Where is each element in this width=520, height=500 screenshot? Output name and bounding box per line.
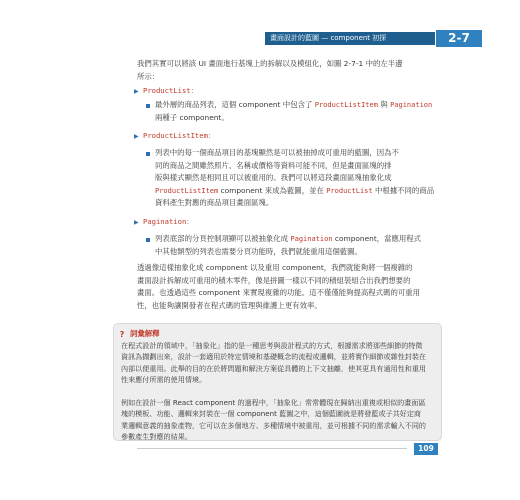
arrow-bullet-icon: ▶ [134,88,139,95]
note-title: 詞彙解釋 [130,329,160,338]
square-bullet-icon [146,238,150,242]
chapter-number: 2-7 [436,30,482,47]
arrow-bullet-icon: ▶ [134,133,139,140]
header-title: 畫面設計的藍圖 — component 初探 [270,34,387,42]
item-description: 列表中的每一個商品項目的基塊顯然是可以被抽掉成可重用的藍圖，因為不 同的商品之間雖然照片、名稱或價格等資料可能不同，但是畫面區塊的排 版與樣式顯然是相同且可以被重用的。我們可以將這段畫面區塊抽象化成 ProductListItem component 來成為藍圖，並在 ProductList 中根據不同的商品 資料產生對應的商品項目畫面區塊。 [155,148,435,208]
item-heading: ProductList： [143,86,198,95]
body-paragraph: 透過像這樣抽象化成 component 以及重用 component，我們就能夠將一個複雜的 畫面設計拆解成可重用的積木零件，像是拼圖一樣以不同的積組裝組合出我們想要的 畫面。也透過這些 component 來實現複雜的功能。這不僅僅能夠提高程式碼的可重用 性，也能夠讓開發者在程式碼的管理與維護上更有效率。 [137,263,421,310]
page-number: 109 [414,443,438,455]
footer-divider [137,448,407,449]
arrow-bullet-icon: ▶ [134,219,139,226]
svg-text:?: ? [119,330,125,338]
item-description: 列表底部的分頁控制項顯可以被抽象化成 Pagination component，當應用程式 中其他類型的列表也需要分頁功能時，我們就能重用這個藍圖。 [155,234,422,256]
intro-line: 我們其實可以將該 UI 畫面進行基塊上的拆解以及模組化，如圖 2-7-1 中的左半邊 [137,59,403,68]
intro-line: 所示： [137,71,160,81]
note-paragraph: 例如在設計一個 React component 的過程中，「抽象化」常常體現在歸納出重複或相似的畫面區塊的模板、功能、邏輯來封裝在一個 component 藍圖之中，這個藍圖就是將發藍或子共好定商業邏輯意義的抽象產物，它可以在多個地方、多種情境中被重用，並可根據不同的需求輸入不同的參數產生對應的結果。 [121,398,427,442]
item-description: 最外層的商品列表，這個 component 中包含了 ProductListItem 與 Pagination 兩種子 component。 [155,100,433,122]
square-bullet-icon [146,104,150,108]
item-heading: Pagination： [143,217,194,226]
question-mark-icon [118,330,126,338]
item-heading: ProductListItem： [143,131,216,140]
intro-paragraph [137,58,437,83]
note-paragraph: 在程式設計的領域中，「抽象化」指的是一種思考與設計程式的方式，根據需求將那些細節的特徵資訊為擷劃出來，設計一套適用於特定情境和基礎概念的流程或邏輯，並將實作細節或雜性封裝在內部以便重用。此舉的目的在於將問題和解決方案從具體的上下文抽離，使其更具有通用性和重用性來應付所需的使用情境。 [121,341,427,385]
square-bullet-icon [146,152,150,156]
